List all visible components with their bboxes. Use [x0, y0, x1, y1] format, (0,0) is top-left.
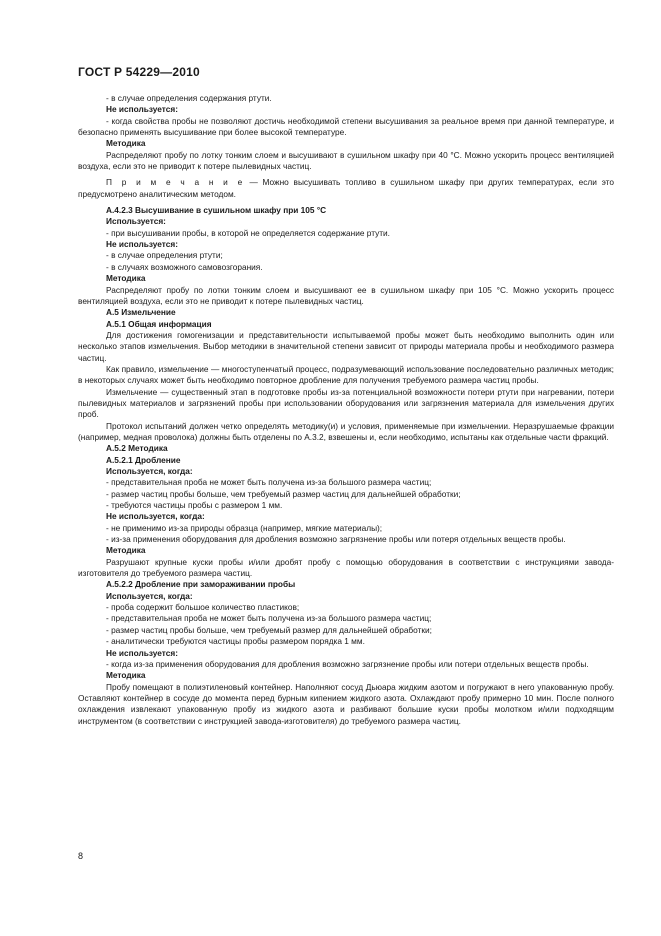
body-paragraph: - когда из-за применения оборудования для дробления возможно загрязнение пробы или потери отдельных веществ пробы. [106, 658, 589, 669]
body-paragraph: - в случаях возможного самовозгорания. [106, 261, 263, 272]
section-heading: Не используется: [106, 104, 178, 115]
body-paragraph: - в случае определения ртути; [106, 250, 223, 261]
body-paragraph: - проба содержит большое количество пластиков; [106, 602, 300, 613]
body-paragraph: Распределяют пробу по лотку тонким слоем и высушивают в сушильном шкафу при 40 °С. Можно ускорить процесс вентиляцией воздуха, если это не приводит к потере пылевидных частиц. [78, 149, 614, 172]
body-paragraph: Разрушают крупные куски пробы и/или дробят пробу с помощью оборудования в соответствии с инструкциями завода-изготовителя до требуемого размера частиц. [78, 556, 614, 579]
body-paragraph: - из-за применения оборудования для дробления возможно загрязнение пробы или потеря отдельных веществ пробы. [106, 534, 566, 545]
document-header: ГОСТ Р 54229—2010 [78, 65, 200, 79]
section-heading: Используется: [106, 216, 166, 227]
section-heading: А.5.2 Методика [106, 443, 168, 454]
section-heading: Не используется: [106, 239, 178, 250]
note-label: П р и м е ч а н и е [106, 177, 245, 188]
section-heading: Используется, когда: [106, 466, 193, 476]
body-paragraph: Протокол испытаний должен четко определять методику(и) и условия, применяемые при измельчении. Неразрушаемые фракции (например, медная проволока) должны быть отделены по А.3.2, взвешены и, если необходимо, испытаны как отдельные части фракций. [78, 420, 614, 442]
note-paragraph [78, 177, 614, 200]
section-heading: А.5.2.1 Дробление [106, 454, 181, 465]
body-paragraph: - в случае определения содержания ртути. [106, 93, 272, 103]
section-heading: Методика [106, 138, 146, 149]
section-heading: А.4.2.3 Высушивание в сушильном шкафу при 105 °С [106, 205, 327, 216]
section-heading: Методика [106, 273, 146, 284]
body-paragraph: - когда свойства пробы не позволяют достичь необходимой степени высушивания за реальное время при данной температуре, и безопасно применять высушивание при более высокой температуре. [78, 115, 614, 138]
section-heading: Методика [106, 545, 146, 556]
body-paragraph: - размер частиц пробы больше, чем требуемый размер для дальнейшей обработки; [106, 624, 432, 635]
section-heading: Используется, когда: [106, 590, 193, 601]
body-paragraph: Измельчение — существенный этап в подготовке пробы из-за потенциальной возможности потери ртути при нагревании, потери пылевидных материалов и загрязнений пробы при использовании оборудования или загрязнения материала для измельчения других проб. [78, 386, 614, 420]
body-paragraph: Как правило, измельчение — многоступенчатый процесс, подразумевающий использование последовательно различных методик; в некоторых случаях может быть необходимо повторное дробление для получения требуемого размера частиц пробы. [78, 363, 614, 386]
section-heading: А.5.2.2 Дробление при замораживании пробы [106, 579, 296, 590]
body-paragraph: - требуются частицы пробы с размером 1 мм. [106, 500, 283, 511]
note-text: — Можно высушивать топливо в сушильном шкафу при других температурах, если это предусмотрено аналитическим методом. [78, 177, 614, 199]
body-paragraph: - представительная проба не может быть получена из-за большого размера частиц; [106, 613, 432, 624]
body-paragraph: - размер частиц пробы больше, чем требуемый размер частиц для дальнейшей обработки; [106, 488, 461, 499]
body-paragraph: - представительная проба не может быть получена из-за большого размера частиц; [106, 477, 432, 488]
body-paragraph: - при высушивании пробы, в которой не определяется содержание ртути. [106, 227, 390, 238]
section-heading: А.5 Измельчение [106, 307, 176, 318]
section-heading: Не используется: [106, 647, 178, 658]
body-paragraph: - не применимо из-за природы образца (например, мягкие материалы); [106, 522, 383, 533]
body-paragraph: Для достижения гомогенизации и представительности испытываемой пробы может быть необходимо выполнить один или несколько этапов измельчения. Выбор методики в значительной степени зависит от природы материала пробы и необходимого размера частиц. [78, 329, 614, 363]
body-paragraph: Пробу помещают в полиэтиленовый контейнер. Наполняют сосуд Дьюара жидким азотом и погружают в него упакованную пробу. Оставляют контейнер в сосуде до момента перед бурным кипением жидкого азота. Охлаждают пробу примерно 10 мин. После полного охлаждения извлекают упакованную пробу из жидкого азота и разбивают большие куски пробы молотком и/или подходящим инструментом (в соответствии с инструкцией завода-изготовителя) до требуемого размера частиц. [78, 681, 614, 726]
section-heading: А.5.1 Общая информация [106, 318, 212, 329]
body-paragraph: - аналитически требуются частицы пробы размером порядка 1 мм. [106, 636, 365, 647]
document-body [78, 93, 614, 727]
section-heading: Не используется, когда: [106, 511, 205, 522]
section-heading: Методика [106, 670, 146, 681]
page-number: 8 [78, 851, 84, 861]
body-paragraph: Распределяют пробу по лотки тонким слоем и высушивают ее в сушильном шкафу при 105 °С. Можно ускорить процесс вентиляцией воздуха, если это не приводит к потере пылевидных частиц. [78, 284, 614, 306]
